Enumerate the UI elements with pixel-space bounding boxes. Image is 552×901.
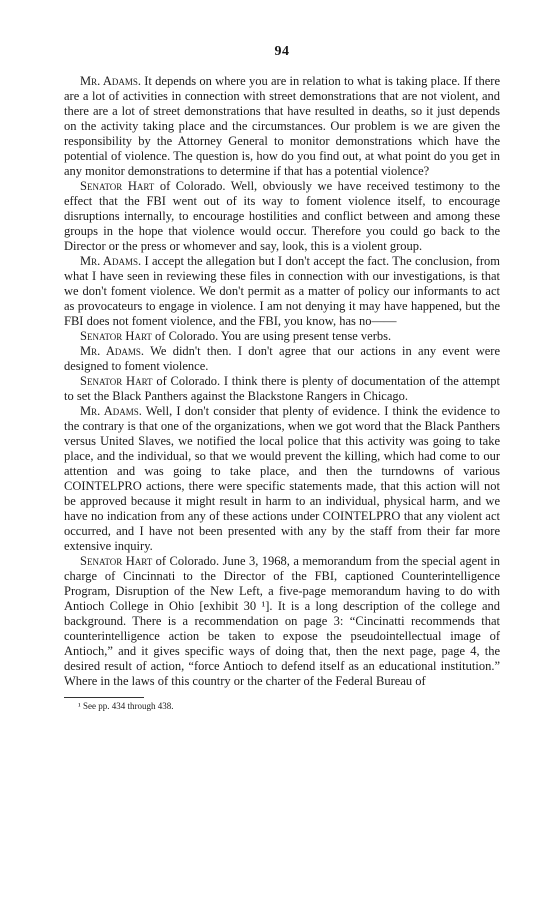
document-page xyxy=(64,44,500,712)
speaker-name: Senator Hart xyxy=(80,179,155,193)
speaker-name: Mr. Adams. xyxy=(80,74,141,88)
paragraph-text: of Colorado. You are using present tense verbs. xyxy=(155,329,392,343)
paragraph-text: It depends on where you are in relation to what is taking place. If there are a lot of activities in connection with street demonstrations that are not violent, and there are a lot of street demonstrations that have resulted in deaths, so it just depends on the activity taking place and the circumstances. Our problem is we are given the responsibility by the Attorney General to monitor demonstrations which have the potential of violence. The question is, how do you find out, at what point do you get in any monitor demonstrations to determine if that has a potential violence? xyxy=(64,74,500,178)
speaker-name: Senator Hart xyxy=(80,374,153,388)
footnote: ¹ See pp. 434 through 438. xyxy=(78,701,174,711)
speaker-name: Senator Hart xyxy=(80,554,153,568)
page-number: 94 xyxy=(274,44,290,59)
speaker-name: Senator Hart xyxy=(80,329,152,343)
speaker-name: Mr. Adams. xyxy=(80,404,142,418)
paragraph xyxy=(64,374,500,404)
body-text xyxy=(64,74,500,689)
paragraph xyxy=(64,254,500,329)
paragraph xyxy=(64,344,500,374)
paragraph-text: I accept the allegation but I don't accept the fact. The conclusion, from what I have seen in reviewing these files in connection with our investigations, is that we don't foment violence. We don't permit as a matter of policy our informants to act as provocateurs to engage in violence. I am not denying it may have happened, but the FBI does not foment violence, and the FBI, you know, has no—— xyxy=(64,254,501,328)
speaker-name: Mr. Adams. xyxy=(80,254,142,268)
paragraph-text: of Colorado. June 3, 1968, a memorandum from the special agent in charge of Cincinnati to the Director of the FBI, captioned Counterintelligence Program, Disruption of the New Left, a five-page memorandum having to do with Antioch College in Ohio [exhibit 30 ¹]. It is a long description of the college and background. There is a recommendation on page 3: “Cincinatti recommends that counterintelligence action be taken to expose the pseudointellectual image of Antioch,” and it gives specific ways of doing that, then the next page, page 4, the desired result of action, “force Antioch to defend itself as an educational institution.” Where in the laws of this country or the charter of the Federal Bureau of xyxy=(64,554,501,688)
paragraph xyxy=(64,179,500,254)
paragraph-text: of Colorado. Well, obviously we have received testimony to the effect that the FBI went out of its way to foment violence itself, to encourage disruptions internally, to encourage hostilities and conflict between and among these groups in the hope that violence would occur. Therefore you could go back to the Director or the press or whomever and say, look, this is a violent group. xyxy=(64,179,501,253)
paragraph xyxy=(64,404,500,554)
speaker-name: Mr. Adams. xyxy=(80,344,144,358)
paragraph-text: We didn't then. I don't agree that our actions in any event were designed to foment violence. xyxy=(64,344,500,373)
paragraph xyxy=(64,74,500,179)
paragraph xyxy=(64,554,500,689)
paragraph-text: of Colorado. I think there is plenty of documentation of the attempt to set the Black Panthers against the Blackstone Rangers in Chicago. xyxy=(64,374,501,403)
footnote-divider xyxy=(64,697,144,698)
paragraph-text: Well, I don't consider that plenty of evidence. I think the evidence to the contrary is that one of the organizations, when we got word that the Black Panthers versus United Slaves, we notified the local police that this activity was going to take place, and the individual, so that we would prevent the killing, which had come to our attention and was going to take place, and then the turndowns of various COINTELPRO actions, there were specific statements made, that this action will not be approved because it might result in harm to an individual, physical harm, and we have no indication from any of these actions under COINTELPRO that any violent act occurred, and I have not been presented with any by the staff from their far more extensive inquiry. xyxy=(64,404,501,553)
paragraph xyxy=(64,329,500,344)
